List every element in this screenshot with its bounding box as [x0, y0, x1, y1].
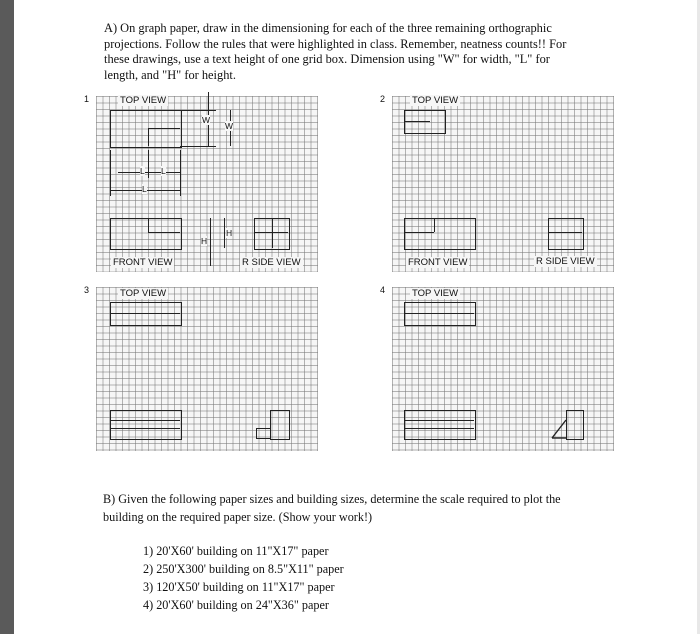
dimension-h-label: H — [226, 228, 233, 238]
part-b-line: building on the required paper size. (Show your work!) — [103, 510, 373, 524]
panel-number-1: 1 — [84, 94, 90, 104]
panel-number-3: 3 — [84, 285, 90, 295]
top-view-label-1: TOP VIEW — [120, 95, 167, 106]
part-a-line: length, and "H" for height. — [104, 67, 236, 82]
panel-number-4: 4 — [380, 285, 386, 295]
panel-number-2: 2 — [380, 94, 386, 104]
question-item: 3) 120'X50' building on 11"X17" paper — [143, 580, 335, 594]
dimension-l-label: L — [142, 184, 147, 194]
part-a-line: A) On graph paper, draw in the dimensioning for each of the three remaining orthographic — [104, 21, 552, 35]
dimension-h-label: H — [201, 236, 208, 246]
dimension-l-label: L — [140, 166, 145, 176]
question-item: 1) 20'X60' building on 11"X17" paper — [143, 544, 329, 558]
top-view-label-4: TOP VIEW — [412, 288, 459, 299]
dimension-l-label: L — [161, 166, 166, 176]
front-view-label-1: FRONT VIEW — [113, 257, 173, 268]
top-view-label-2: TOP VIEW — [412, 95, 459, 106]
part-b-intro — [103, 490, 603, 526]
side-view-label-1: R SIDE VIEW — [242, 257, 301, 268]
question-item: 2) 250'X300' building on 8.5"X11" paper — [143, 562, 344, 576]
side-view-label-2: R SIDE VIEW — [536, 256, 595, 267]
part-b-line: B) Given the following paper sizes and building sizes, determine the scale required to plot the — [103, 492, 561, 506]
top-view-label-3: TOP VIEW — [120, 288, 167, 299]
dimension-w-label: W — [225, 121, 234, 131]
dimension-w-label: W — [202, 115, 211, 125]
question-list — [143, 542, 603, 614]
part-b-section — [103, 490, 603, 614]
question-item: 4) 20'X60' building on 24"X36" paper — [143, 598, 329, 612]
part-a-line: projections. Follow the rules that were highlighted in class. Remember, neatness counts!! For — [104, 36, 567, 51]
part-a-line: these drawings, use a text height of one grid box. Dimension using "W" for width, "L" for — [104, 52, 550, 66]
front-view-label-2: FRONT VIEW — [408, 257, 468, 268]
